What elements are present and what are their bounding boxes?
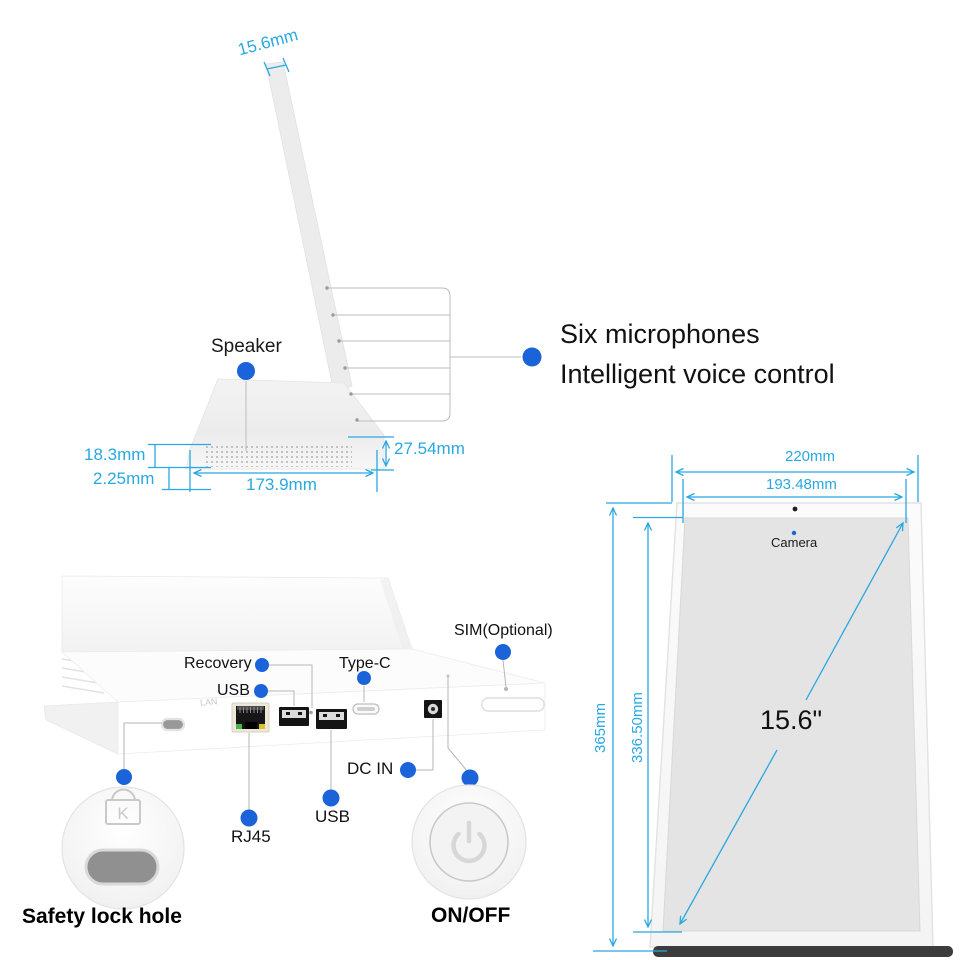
sim-pinhole	[504, 687, 508, 691]
microphones-pointer-dot	[523, 348, 542, 367]
dc-in-dot	[400, 762, 416, 778]
kensington-slot	[162, 719, 184, 730]
diagonal-size-label: 15.6"	[760, 705, 823, 735]
rj45-dot	[241, 810, 258, 827]
side-view-device	[186, 62, 384, 469]
typec-label: Type-C	[339, 655, 391, 672]
mic-note-line1: Six microphones	[560, 319, 760, 349]
usb-top-label: USB	[217, 682, 250, 699]
safety-lock-detail	[62, 787, 184, 909]
base-left-face	[44, 702, 118, 754]
lock-slot-magnified	[86, 850, 158, 884]
on-off-dot	[462, 770, 479, 787]
mic-note-line2: Intelligent voice control	[560, 359, 835, 389]
rj45-port	[232, 703, 269, 732]
recovery-pinhole	[309, 711, 313, 715]
lan-print-label: LAN	[199, 696, 218, 708]
usb-top-dot	[254, 684, 268, 698]
lock-icon-letter: K	[117, 804, 129, 823]
back-view-stand-panel	[62, 576, 412, 652]
speaker-grille	[206, 446, 352, 467]
rj45-led-green	[236, 724, 242, 729]
dim-outer-height: 365mm	[592, 702, 609, 753]
speaker-pointer-dot	[237, 362, 255, 380]
dim-stand-thickness: 15.6mm	[235, 25, 300, 60]
rj45-led-yellow	[259, 724, 265, 729]
recovery-dot	[255, 658, 269, 672]
usb-bottom-dot	[323, 790, 340, 807]
sim-label: SIM(Optional)	[454, 622, 553, 639]
camera-label: Camera	[771, 535, 818, 550]
dim-base-height: 18.3mm	[84, 445, 146, 464]
rj45-label: RJ45	[231, 827, 271, 846]
usb-port-1	[279, 707, 309, 726]
typec-port	[353, 704, 379, 714]
camera-lens	[793, 507, 798, 512]
dim-foot-height: 2.25mm	[93, 469, 155, 488]
power-edge-point	[447, 675, 450, 678]
usb-port-2	[316, 709, 347, 729]
safety-lock-label: Safety lock hole	[22, 905, 182, 928]
power-button-detail	[412, 785, 526, 899]
dc-in-port	[424, 700, 442, 718]
on-off-label: ON/OFF	[431, 904, 511, 927]
dc-in-label: DC IN	[347, 759, 394, 778]
stand-base-strip	[653, 946, 953, 957]
dim-screen-height: 336.50mm	[629, 692, 646, 763]
dim-base-right-height: 27.54mm	[394, 439, 465, 458]
dim-base-width: 173.9mm	[246, 475, 317, 494]
lock-dot	[116, 769, 132, 785]
usb-bottom-label: USB	[315, 807, 350, 826]
dim-outer-width: 220mm	[785, 448, 836, 465]
sim-dot	[495, 644, 511, 660]
typec-dot	[357, 671, 371, 685]
dim-screen-width: 193.48mm	[766, 476, 837, 493]
speaker-label: Speaker	[211, 336, 282, 357]
recovery-label: Recovery	[184, 655, 252, 672]
